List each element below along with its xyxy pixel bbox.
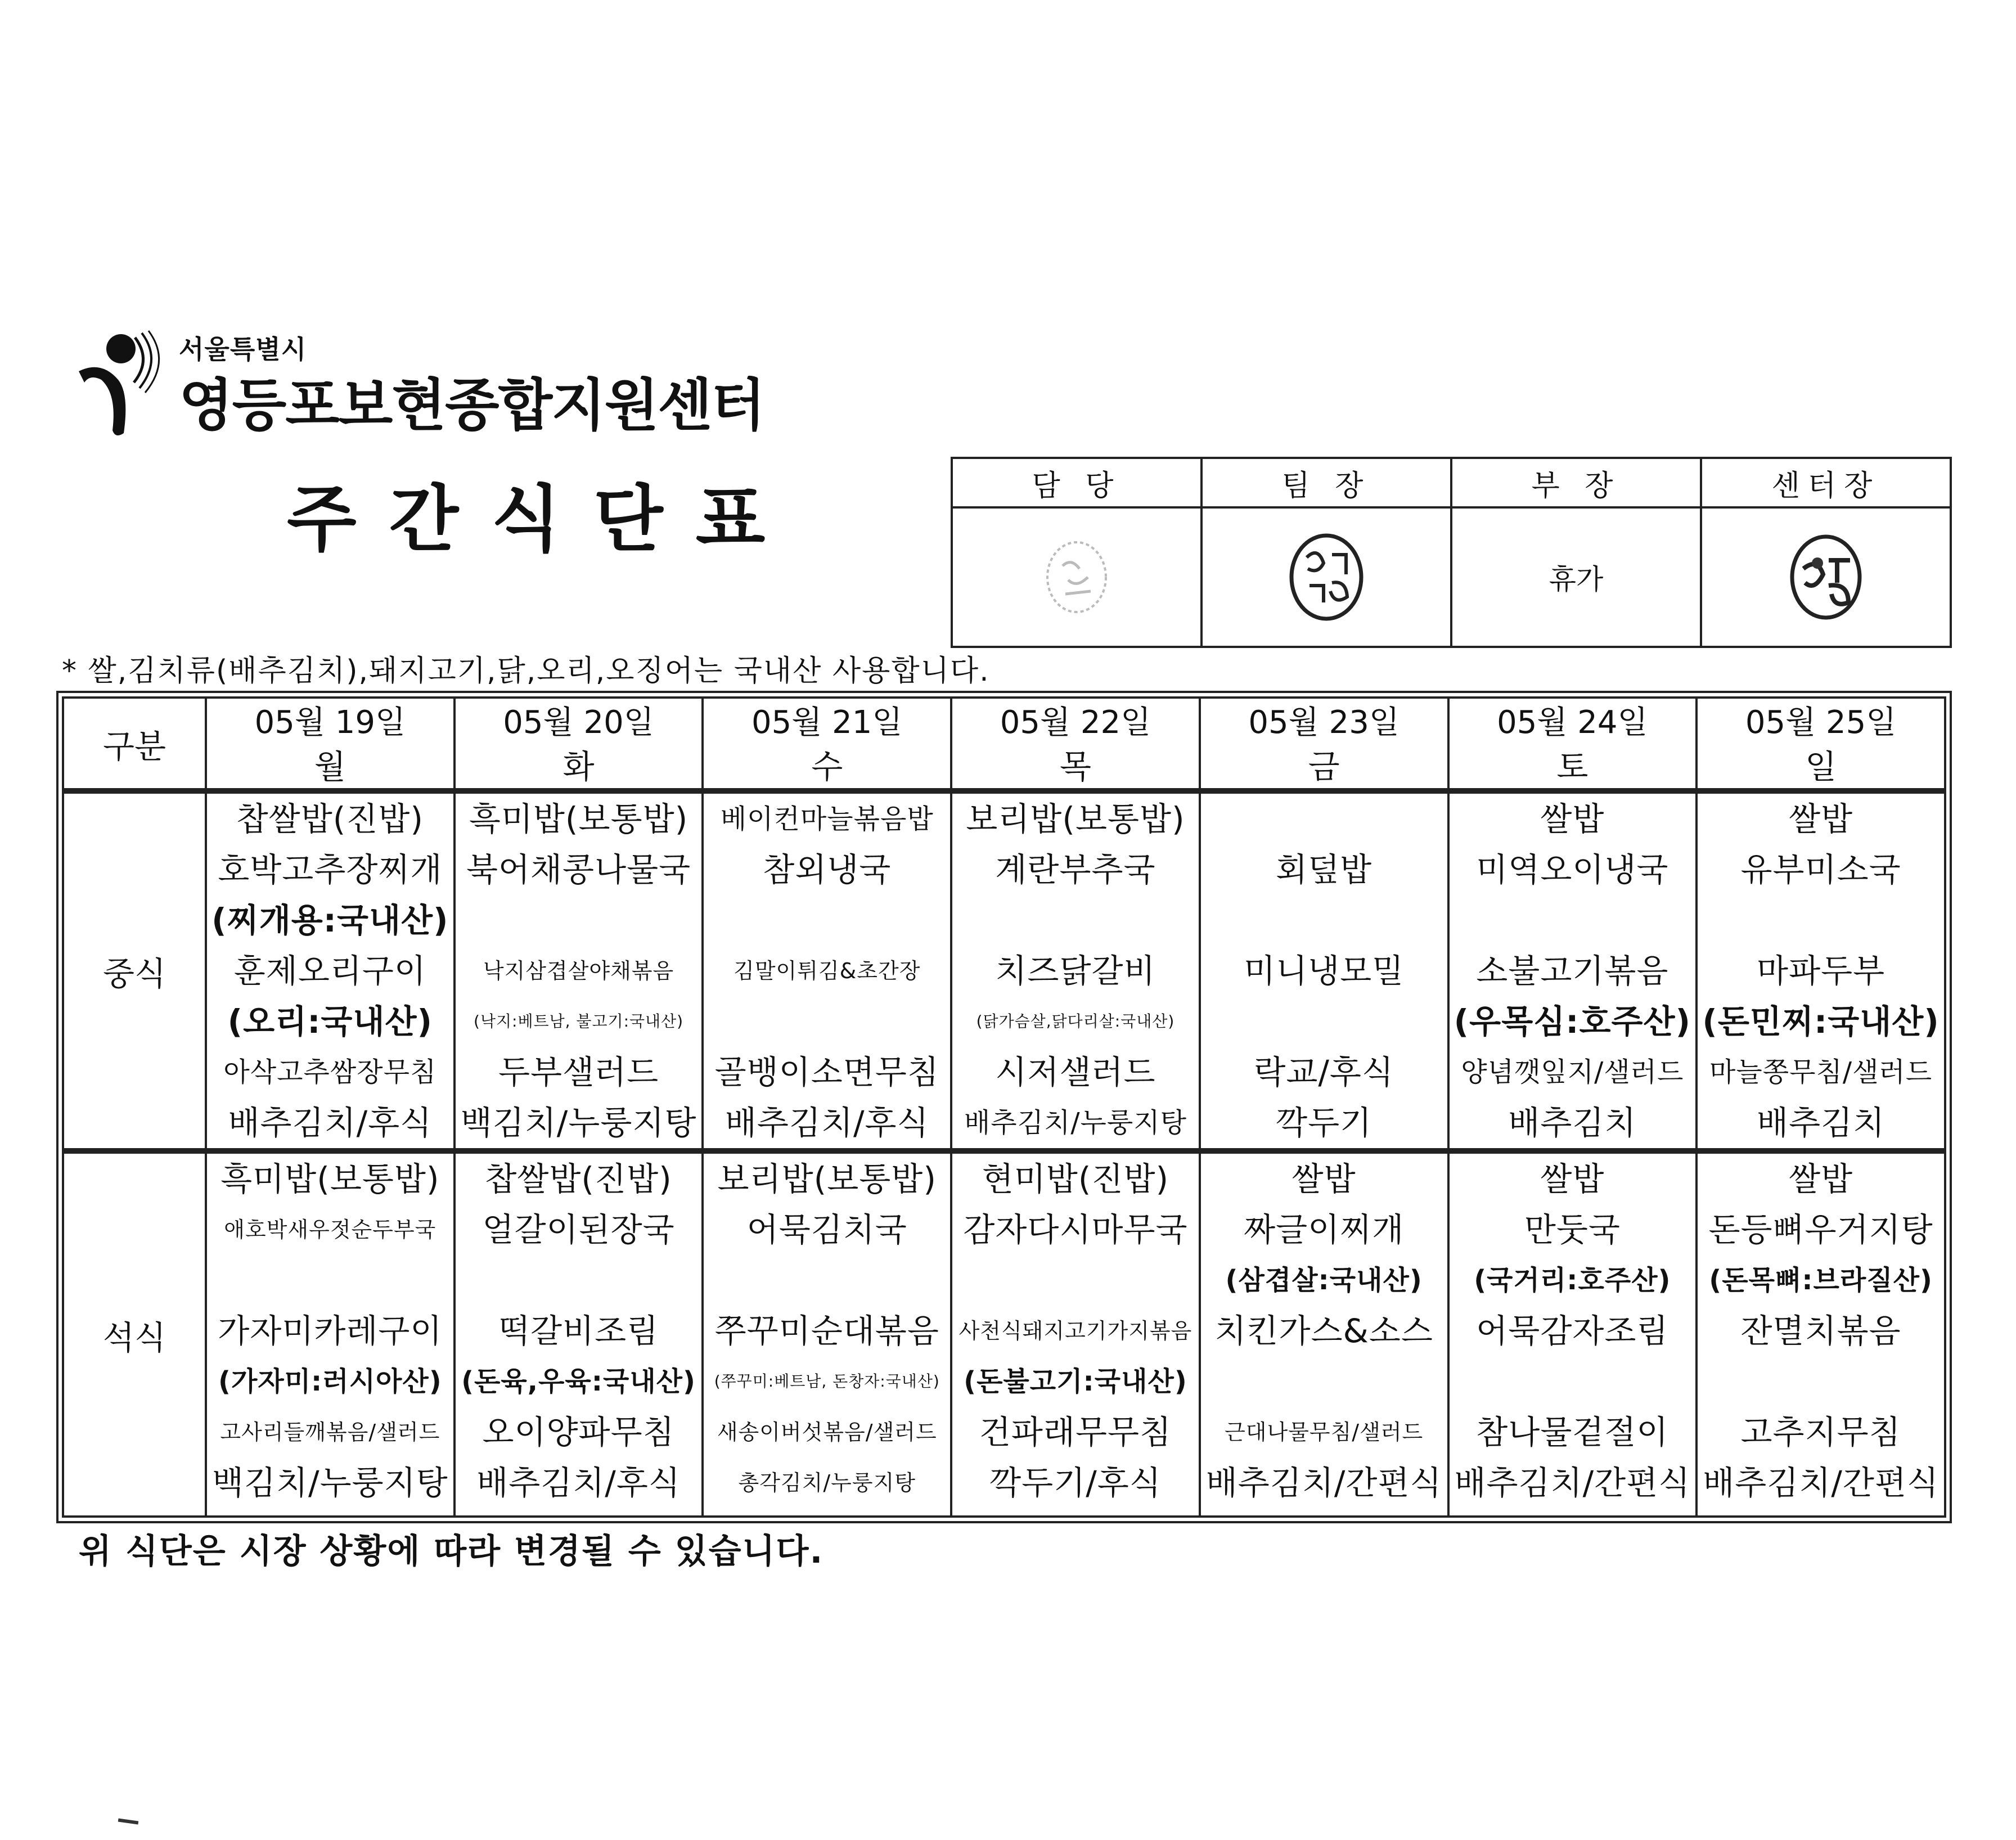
menu-item: 근대나물무침/샐러드 [1225, 1420, 1424, 1445]
menu-item: 쌀밥 [1540, 800, 1605, 838]
menu-item: 회덮밥 [1276, 851, 1372, 889]
page-title: 주간식단표 [287, 478, 798, 561]
menu-item: 북어채콩나물국 [466, 851, 691, 889]
menu-item: 훈제오리구이 [233, 952, 426, 990]
menu-item: 현미밥(진밥) [982, 1160, 1169, 1198]
menu-item: 소불고기볶음 [1476, 952, 1669, 990]
menu-item: 배추김치/후식 [228, 1104, 433, 1142]
day-header [1696, 698, 1945, 791]
origin-note: (돈목뼈:브라질산) [1709, 1265, 1933, 1296]
origin-note: (쭈꾸미:베트남, 돈창자:국내산) [714, 1372, 940, 1391]
menu-item: 흑미밥(보통밥) [220, 1160, 440, 1198]
approval-role-staff: 담 당 [952, 458, 1202, 507]
day-weekday: 목 [1059, 747, 1091, 786]
org-city: 서울특별시 [179, 334, 307, 365]
menu-item [955, 1255, 1196, 1306]
menu-item: 어묵감자조림 [1476, 1312, 1669, 1350]
menu-item: 배추김치/간편식 [1205, 1464, 1442, 1502]
menu-item [458, 1255, 700, 1306]
menu-item: 사천식돼지고기가지볶음 [958, 1319, 1192, 1343]
origin-note: (삼겹살:국내산) [1225, 1265, 1423, 1296]
header-category: 구분 [63, 698, 206, 791]
day-weekday: 금 [1308, 747, 1340, 786]
menu-item: 애호박새우젓순두부국 [224, 1217, 436, 1242]
origin-note: (찌개용:국내산) [212, 901, 449, 939]
menu-cell [206, 1151, 454, 1517]
menu-cell [206, 791, 454, 1151]
menu-cell [1696, 1151, 1945, 1517]
menu-item: 쌀밥 [1292, 1160, 1356, 1198]
menu-item: 찹쌀밥(진밥) [236, 800, 424, 838]
menu-cell [1448, 791, 1697, 1151]
menu-item: 유부미소국 [1740, 851, 1901, 889]
menu-item: 보리밥(보통밥) [717, 1160, 937, 1198]
menu-item [1700, 1356, 1942, 1407]
menu-item: 배추김치/간편식 [1454, 1464, 1691, 1502]
day-weekday: 일 [1805, 747, 1837, 786]
menu-item [1452, 895, 1694, 946]
day-weekday: 화 [562, 747, 595, 786]
meal-label-dinner: 석식 [63, 1151, 206, 1517]
menu-item: 고사리들깨볶음/샐러드 [220, 1420, 440, 1445]
menu-item: 배추김치/후식 [476, 1464, 681, 1502]
vacation-note: 휴가 [1549, 563, 1604, 596]
menu-item: 쌀밥 [1789, 800, 1853, 838]
menu-item: 미니냉모밀 [1244, 952, 1405, 990]
approval-sign-staff [952, 507, 1202, 647]
menu-item: 보리밥(보통밥) [966, 800, 1185, 838]
change-notice: 위 식단은 시장 상황에 따라 변경될 수 있습니다. [79, 1532, 824, 1571]
menu-item: 백김치/누룽지탕 [460, 1104, 697, 1142]
approval-box [951, 457, 1952, 648]
menu-item: 찹쌀밥(진밥) [485, 1160, 672, 1198]
menu-cell [454, 1151, 703, 1517]
menu-cell [1696, 791, 1945, 1151]
approval-sign-team-leader [1202, 507, 1451, 647]
day-header [454, 698, 703, 791]
menu-item: 깍두기 [1276, 1104, 1372, 1142]
menu-item: 미역오이냉국 [1476, 851, 1669, 889]
menu-item [1203, 895, 1445, 946]
menu-item: 배추김치/누룽지탕 [964, 1107, 1187, 1139]
day-header [703, 698, 951, 791]
menu-item [706, 895, 948, 946]
origin-note: (돈불고기:국내산) [964, 1366, 1187, 1397]
menu-item [955, 895, 1196, 946]
menu-item: 시저샐러드 [995, 1053, 1156, 1091]
menu-item: 돈등뼈우거지탕 [1708, 1211, 1933, 1249]
origin-note: (닭가슴살,닭다리살:국내산) [976, 1012, 1175, 1031]
menu-cell [1200, 1151, 1448, 1517]
day-date: 05월 21일 [752, 704, 903, 741]
menu-cell [703, 791, 951, 1151]
menu-item: 낙지삼겹살야채볶음 [483, 959, 674, 983]
menu-item: 골뱅이소면무침 [714, 1053, 939, 1091]
day-weekday: 수 [811, 747, 843, 786]
menu-item: 깍두기/후식 [989, 1464, 1162, 1502]
seal-stamp-icon [1040, 535, 1113, 619]
menu-item: 배추김치/후식 [724, 1104, 929, 1142]
day-header [1448, 698, 1697, 791]
menu-item: 마늘쫑무침/샐러드 [1709, 1056, 1933, 1088]
origin-note: (돈민찌:국내산) [1702, 1002, 1940, 1041]
menu-item: 김말이튀김&초간장 [734, 959, 921, 983]
menu-item: 떡갈비조림 [498, 1312, 659, 1350]
day-weekday: 월 [314, 747, 346, 786]
approval-sign-manager [1451, 507, 1701, 647]
menu-item: 새송이버섯볶음/샐러드 [717, 1420, 937, 1445]
approval-role-manager: 부 장 [1451, 458, 1701, 507]
day-date: 05월 25일 [1745, 704, 1897, 741]
menu-item: 건파래무무침 [979, 1413, 1172, 1451]
menu-item: 만둣국 [1524, 1211, 1621, 1249]
menu-cell [703, 1151, 951, 1517]
menu-item: 치킨가스&소스 [1214, 1312, 1433, 1350]
menu-item: 락교/후식 [1254, 1053, 1394, 1091]
menu-item: 고추지무침 [1740, 1413, 1901, 1451]
center-logo [68, 326, 174, 439]
origin-note: (돈육,우육:국내산) [461, 1366, 696, 1397]
menu-item: 참나물겉절이 [1476, 1413, 1669, 1451]
menu-cell [1448, 1151, 1697, 1517]
menu-item: 베이컨마늘볶음밥 [720, 803, 934, 835]
menu-item: 아삭고추쌈장무침 [223, 1056, 437, 1088]
menu-item: 쌀밥 [1789, 1160, 1853, 1198]
menu-item [458, 895, 700, 946]
day-header [1200, 698, 1448, 791]
origin-note [1203, 996, 1445, 1047]
menu-cell [1200, 791, 1448, 1151]
seal-stamp-icon [1784, 529, 1868, 625]
menu-item: 흑미밥(보통밥) [469, 800, 688, 838]
menu-item: 치즈닭갈비 [995, 952, 1156, 990]
origin-note: (우목심:호주산) [1454, 1002, 1691, 1041]
menu-item: 감자다시마무국 [963, 1211, 1188, 1249]
menu-item: 짜글이찌개 [1244, 1211, 1405, 1249]
origin-note: (낙지:베트남, 불고기:국내산) [474, 1012, 684, 1031]
menu-item [1203, 794, 1445, 844]
menu-item: 참외냉국 [763, 851, 892, 889]
menu-item: 가자미카레구이 [218, 1312, 443, 1350]
menu-item: 오이양파무침 [482, 1413, 675, 1451]
origin-notice: * 쌀,김치류(배추김치),돼지고기,닭,오리,오징어는 국내산 사용합니다. [62, 654, 990, 688]
origin-note: (가자미:러시아산) [218, 1366, 442, 1397]
menu-item: 양념깻잎지/샐러드 [1461, 1056, 1684, 1088]
menu-cell [951, 791, 1200, 1151]
menu-item: 총각김치/누룽지탕 [738, 1470, 916, 1495]
day-date: 05월 22일 [1000, 704, 1151, 741]
menu-item: 배추김치/간편식 [1703, 1464, 1939, 1502]
day-date: 05월 20일 [503, 704, 654, 741]
meal-label-lunch: 중식 [63, 791, 206, 1151]
day-date: 05월 19일 [254, 704, 406, 741]
day-header [951, 698, 1200, 791]
seal-stamp-icon [1284, 529, 1369, 625]
menu-item [1452, 1356, 1694, 1407]
origin-note [706, 996, 948, 1047]
approval-role-team-leader: 팀 장 [1202, 458, 1451, 507]
menu-item: 배추김치 [1757, 1104, 1886, 1142]
menu-item [1700, 895, 1942, 946]
menu-item: 마파두부 [1757, 952, 1886, 990]
menu-item: 배추김치 [1508, 1104, 1637, 1142]
origin-note: (국거리:호주산) [1474, 1265, 1671, 1296]
menu-item: 어묵김치국 [746, 1211, 907, 1249]
menu-table [56, 691, 1952, 1523]
menu-cell [951, 1151, 1200, 1517]
menu-item: 계란부추국 [995, 851, 1156, 889]
menu-item: 백김치/누룽지탕 [212, 1464, 448, 1502]
menu-item [1203, 1356, 1445, 1407]
menu-cell [454, 791, 703, 1151]
approval-sign-director [1701, 507, 1951, 647]
menu-item: 잔멸치볶음 [1740, 1312, 1901, 1350]
menu-item: 쌀밥 [1540, 1160, 1605, 1198]
scan-mark [118, 1819, 138, 1825]
menu-item [706, 1255, 948, 1306]
day-header [206, 698, 454, 791]
menu-item: 쭈꾸미순대볶음 [714, 1312, 939, 1350]
menu-item [209, 1255, 451, 1306]
day-date: 05월 23일 [1248, 704, 1400, 741]
day-date: 05월 24일 [1497, 704, 1648, 741]
menu-item: 얼갈이된장국 [482, 1211, 675, 1249]
approval-role-director: 센터장 [1701, 458, 1951, 507]
menu-item: 호박고추장찌개 [218, 851, 443, 889]
org-name: 영등포보현종합지원센터 [179, 372, 764, 438]
origin-note: (오리:국내산) [227, 1002, 433, 1041]
day-weekday: 토 [1556, 747, 1588, 786]
menu-item: 두부샐러드 [498, 1053, 659, 1091]
